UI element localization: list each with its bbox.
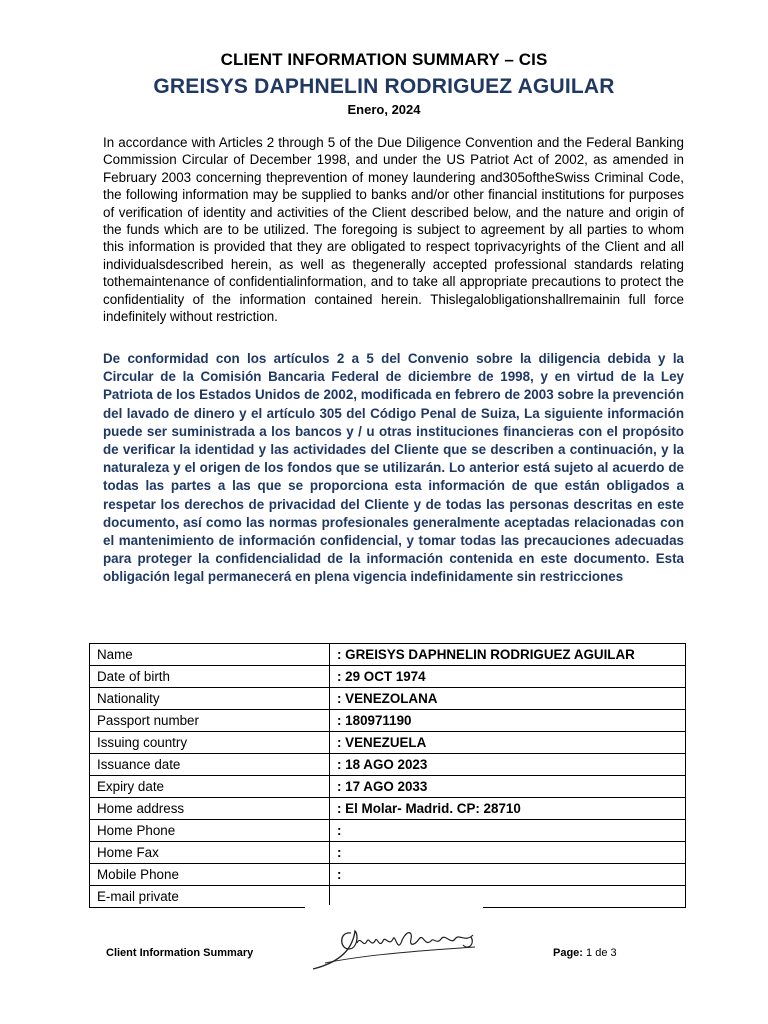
info-label: Date of birth bbox=[90, 666, 330, 688]
info-label: Home address bbox=[90, 798, 330, 820]
info-table-row bbox=[90, 732, 686, 754]
document-date: Enero, 2024 bbox=[347, 102, 421, 117]
info-label: Issuing country bbox=[90, 732, 330, 754]
info-value: : VENEZUELA bbox=[330, 732, 686, 754]
footer-document-label: Client Information Summary bbox=[106, 947, 254, 959]
client-info-table bbox=[89, 643, 686, 908]
signature-drawing bbox=[305, 905, 483, 977]
info-label: E-mail private bbox=[90, 886, 330, 908]
info-value: : 18 AGO 2023 bbox=[330, 754, 686, 776]
page-number: 1 de 3 bbox=[586, 947, 617, 959]
info-value: : GREISYS DAPHNELIN RODRIGUEZ AGUILAR bbox=[330, 644, 686, 666]
info-value: : El Molar- Madrid. CP: 28710 bbox=[330, 798, 686, 820]
footer-page-indicator bbox=[553, 947, 617, 959]
info-table-row bbox=[90, 754, 686, 776]
info-table-row bbox=[90, 688, 686, 710]
info-value: : bbox=[330, 842, 686, 864]
info-label: Name bbox=[90, 644, 330, 666]
info-label: Home Phone bbox=[90, 820, 330, 842]
info-table-row bbox=[90, 644, 686, 666]
page-label: Page: bbox=[553, 947, 583, 959]
info-label: Issuance date bbox=[90, 754, 330, 776]
info-value: : VENEZOLANA bbox=[330, 688, 686, 710]
info-label: Passport number bbox=[90, 710, 330, 732]
info-label: Nationality bbox=[90, 688, 330, 710]
info-value: : bbox=[330, 820, 686, 842]
signature-image bbox=[305, 905, 483, 977]
info-label: Expiry date bbox=[90, 776, 330, 798]
client-name-heading: GREISYS DAPHNELIN RODRIGUEZ AGUILAR bbox=[153, 75, 615, 98]
spanish-disclaimer-paragraph: De conformidad con los artículos 2 a 5 del Convenio sobre la diligencia debida y la Circular de la Comisión Bancaria Federal de diciembre de 1998, y en virtud de la Ley Patriota de los Estados Unidos de 2002, modificada en febrero de 2003 sobre la prevención del lavado de dinero y el artículo 305 del Código Penal de Suiza, La siguiente información puede ser suministrada a los bancos y / u otras instituciones financieras con el propósito de verificar la identidad y las actividades del Cliente que se describen a continuación, y la naturaleza y el origen de los fondos que se utilizarán. Lo anterior está sujeto al acuerdo de todas las partes a las que se proporciona esta información de que están obligados a respetar los derechos de privacidad del Cliente y de todas las personas descritas en este documento, así como las normas profesionales generalmente aceptadas relacionadas con el mantenimiento de información confidencial, y tomar todas las precauciones adecuadas para proteger la confidencialidad de la información contenida en este documento. Esta obligación legal permanecerá en plena vigencia indefinidamente sin restricciones bbox=[103, 351, 684, 585]
info-value: : 29 OCT 1974 bbox=[330, 666, 686, 688]
info-table-row bbox=[90, 776, 686, 798]
info-table-row bbox=[90, 820, 686, 842]
info-table-row bbox=[90, 798, 686, 820]
english-disclaimer-paragraph: In accordance with Articles 2 through 5 of the Due Diligence Convention and the Federal Banking Commission Circular of December 1998, and under the US Patriot Act of 2002, as amended in February 2003 concerning theprevention of money laundering and305oftheSwiss Criminal Code, the following information may be supplied to banks and/or other financial institutions for purposes of verification of identity and activities of the Client described below, and the nature and origin of the funds which are to be utilized. The foregoing is subject to agreement by all parties to whom this information is provided that they are obligated to respect toprivacyrights of the Client and all individualsdescribed herein, as well as thegenerally accepted professional standards relating tothemaintenance of confidentialinformation, and to take all appropriate precautions to protect the confidentiality of the information contained herein. Thislegalobligationshallremainin full force indefinitely without restriction. bbox=[103, 135, 684, 325]
info-table-row bbox=[90, 666, 686, 688]
info-label: Home Fax bbox=[90, 842, 330, 864]
info-value: : bbox=[330, 864, 686, 886]
info-table-row bbox=[90, 710, 686, 732]
info-value: : 17 AGO 2033 bbox=[330, 776, 686, 798]
info-table-row bbox=[90, 864, 686, 886]
info-value: : 180971190 bbox=[330, 710, 686, 732]
document-title: CLIENT INFORMATION SUMMARY – CIS bbox=[220, 50, 548, 69]
info-table-row bbox=[90, 842, 686, 864]
info-label: Mobile Phone bbox=[90, 864, 330, 886]
